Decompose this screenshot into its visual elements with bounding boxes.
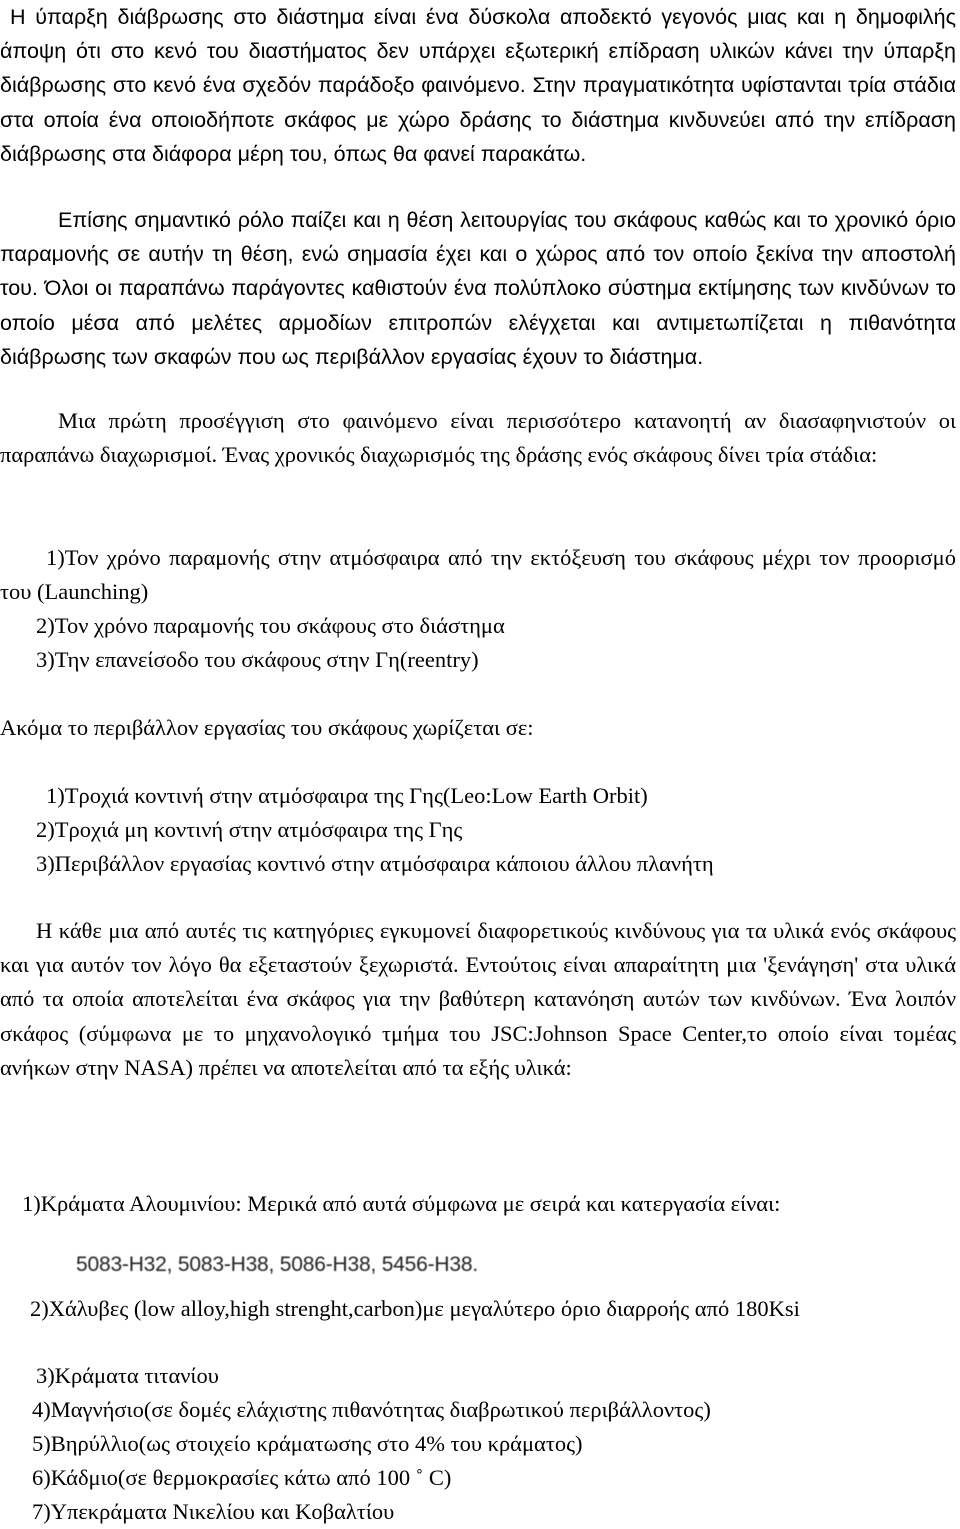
list-item-material-5: 5)Βηρύλλιο(ως στοιχείο κράματωσης στο 4% του κράματος) — [32, 1431, 583, 1456]
list-item-stage-2: 2)Τον χρόνο παραμονής του σκάφους στο διάστημα — [36, 613, 505, 638]
list-item-material-4: 4)Μαγνήσιο(σε δομές ελάχιστης πιθανότητας διαβρωτικού περιβάλλοντος) — [32, 1397, 711, 1422]
paragraph-environment: Ακόμα το περιβάλλον εργασίας του σκάφους χωρίζεται σε: — [0, 715, 534, 740]
list-item-env-3: 3)Περιβάλλον εργασίας κοντινό στην ατμόσφαιρα κάποιου άλλου πλανήτη — [36, 851, 714, 876]
paragraph-materials: Η κάθε μια από αυτές τις κατηγόριες εγκυμονεί διαφορετικούς κινδύνους για τα υλικά ενός σκάφους και για αυτόν τον λόγο θα εξεταστούν ξεχωριστά. Εντούτοις είναι απαραίτητη μια 'ξενάγηση' στα υλικά από τα οποία αποτελείται ένα σκάφος για την βαθύτερη κατανόηση αυτών των κινδύνων. Ένα λοιπόν σκάφος (σύμφωνα με το μηχανολογικό τμήμα του JSC:Johnson Space Center,το οποίο είναι τομέας ανήκων στην NASA) πρέπει να αποτελείται από τα εξής υλικά: — [0, 918, 956, 1080]
paragraph-approach: Μια πρώτη προσέγγιση στο φαινόμενο είναι περισσότερο κατανοητή αν διασαφηνιστούν οι παραπάνω διαχωρισμοί. Ένας χρονικός διαχωρισμός της δράσης ενός σκάφους δίνει τρία στάδια: — [0, 408, 956, 468]
list-item-material-1: 1)Κράματα Αλουμινίου: Μερικά από αυτά σύμφωνα με σειρά και κατεργασία είναι: — [22, 1191, 781, 1216]
list-item-material-3: 3)Κράματα τιτανίου — [36, 1363, 219, 1388]
list-item-env-2: 2)Τροχιά μη κοντινή στην ατμόσφαιρα της Γης — [36, 817, 463, 842]
paragraph-position: Επίσης σημαντικό ρόλο παίζει και η θέση λειτουργίας του σκάφους καθώς και το χρονικό όριο παραμονής σε αυτήν τη θέση, ενώ σημασία έχει και ο χώρος από τον οποίο ξεκίνα την αποστολή του. Όλοι οι παραπάνω παράγοντες καθιστούν ένα πολύπλοκο σύστημα εκτίμησης των κινδύνων το οποίο μέσα από μελέτες αρμοδίων επιτροπών ελέγχεται και αντιμετωπίζεται η πιθανότητα διάβρωσης των σκαφών που ως περιβάλλον εργασίας έχουν το διάστημα. — [0, 208, 956, 369]
list-item-stage-1: 1)Τον χρόνο παραμονής στην ατμόσφαιρα από την εκτόξευση του σκάφους μέχρι τον προορισμό του (Launching) — [0, 545, 956, 605]
list-item-material-2: 2)Χάλυβες (low alloy,high strenght,carbon)με μεγαλύτερο όριο διαρροής από 180Ksi — [30, 1296, 800, 1321]
list-item-material-6: 6)Κάδμιο(σε θερμοκρασίες κάτω από 100 ˚ C) — [32, 1465, 452, 1490]
paragraph-intro: Η ύπαρξη διάβρωσης στο διάστημα είναι ένα δύσκολα αποδεκτό γεγονός μιας και η δημοφιλής άποψη ότι στο κενό του διαστήματος δεν υπάρχει εξωτερική επίδραση υλικών κάνει την ύπαρξη διάβρωσης στο κενό ένα σχεδόν παράδοξο φαινόμενο. Στην πραγματικότητα υφίστανται τρία στάδια στα οποία ένα οποιοδήποτε σκάφος με χώρο δράσης το διάστημα κινδυνεύει από την επίδραση διάβρωσης στα διάφορα μέρη του, όπως θα φανεί παρακάτω. — [0, 5, 956, 166]
alloy-codes-image: 5083-H32, 5083-H38, 5086-H38, 5456-H38. — [76, 1251, 916, 1279]
list-item-material-7: 7)Υπεκράματα Νικελίου και Κοβαλτίου — [32, 1499, 395, 1524]
list-item-env-1: 1)Τροχιά κοντινή στην ατμόσφαιρα της Γης(Leo:Low Earth Orbit) — [46, 783, 648, 808]
list-item-stage-3: 3)Την επανείσοδο του σκάφους στην Γη(reentry) — [36, 647, 479, 672]
